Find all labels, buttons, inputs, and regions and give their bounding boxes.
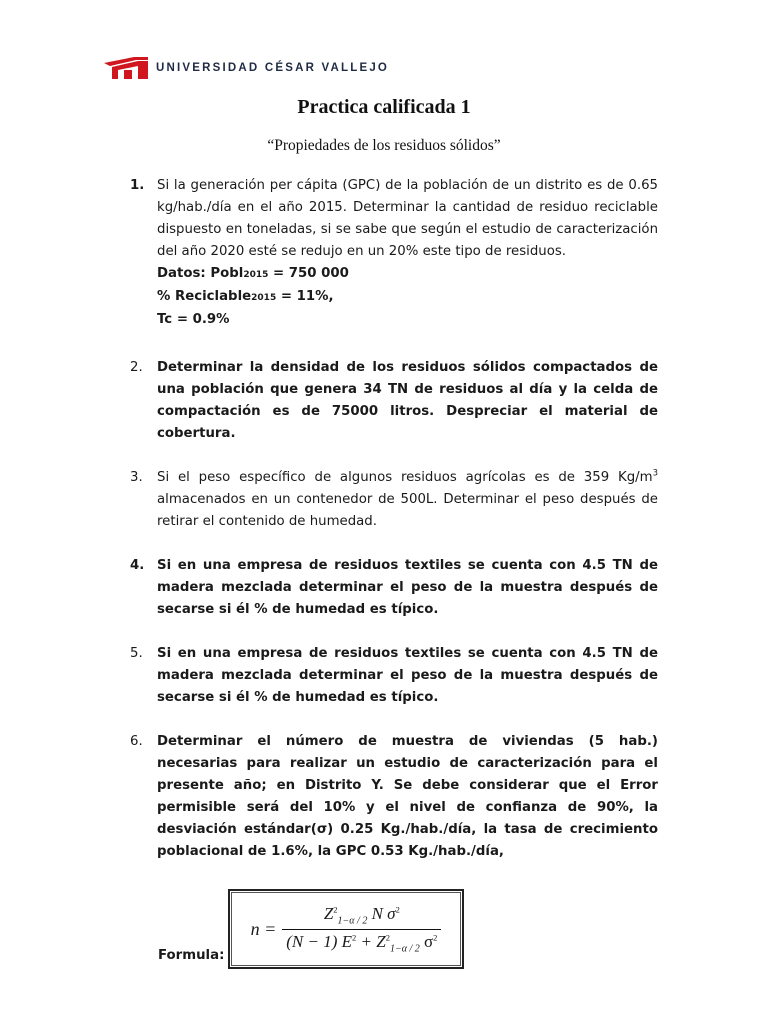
question-number: 2.: [130, 360, 143, 375]
question-text: Si la generación per cápita (GPC) de la población de un distrito es de 0.65 kg/hab./día en el año 2015. Determinar la cantidad de residuo reciclable dispuesto en toneladas, si se sabe que según el estudio de caracterización del año 2020 esté se redujo en un 20% este tipo de residuos.: [157, 178, 658, 259]
question-number: 5.: [130, 646, 143, 661]
question-item: [130, 467, 658, 533]
question-list: [130, 175, 658, 885]
question-text: Determinar el número de muestra de viviendas (5 hab.) necesarias para realizar un estudio de caracterización para el presente año; en Distrito Y. Se debe considerar que el Error permisible será del 10% y el nivel de confianza de 90%, la desviación estándar(σ) 0.25 Kg./hab./día, la tasa de crecimiento poblacional de 1.6%, la GPC 0.53 Kg./hab./día,: [157, 734, 658, 859]
question-item: [130, 643, 658, 709]
data-recyclable: % Reciclable2015 = 11%,: [157, 289, 334, 304]
formula-fraction: [282, 904, 441, 954]
formula-lhs: n =: [250, 918, 277, 939]
university-name: UNIVERSIDAD CÉSAR VALLEJO: [156, 62, 390, 74]
page-title: Practica calificada 1: [297, 96, 471, 118]
formula-numerator: $Z^2_{1-\alpha / 2}$ N $\sigma^2$: [323, 904, 400, 927]
question-text: Determinar la densidad de los residuos sólidos compactados de una población que genera 34 TN de residuos al día y la celda de compactación es de 75000 litros. Despreciar el material de cobertura.: [157, 360, 658, 441]
page-subtitle: “Propiedades de los residuos sólidos”: [267, 137, 501, 154]
question-item: [130, 357, 658, 445]
question-text: Si el peso específico de algunos residuos agrícolas es de 359 $Kg/m^3$ almacenados en un contenedor de 500L. Determinar el peso después de retirar el contenido de humedad.: [157, 468, 658, 529]
formula-denominator: (N − 1) $E^2 + Z^2_{1-\alpha / 2}$ $\sigma^2$: [286, 931, 438, 954]
university-logo-icon: [104, 57, 148, 79]
data-growth-rate: Tc = 0.9%: [157, 312, 230, 327]
question-item: [130, 555, 658, 621]
formula-section: [158, 882, 678, 972]
data-population: Datos: Pobl2015 = 750 000: [157, 266, 349, 281]
question-number: 4.: [130, 558, 145, 573]
formula-label: Formula:: [158, 948, 225, 963]
question-number: 3.: [130, 470, 143, 485]
question-item: [130, 175, 658, 331]
question-text: Si en una empresa de residuos textiles se cuenta con 4.5 TN de madera mezclada determinar el peso de la muestra después de secarse si él % de humedad es típico.: [157, 558, 658, 617]
fraction-bar: [282, 929, 441, 930]
question-number: 1.: [130, 178, 145, 193]
question-text: Si en una empresa de residuos textiles se cuenta con 4.5 TN de madera mezclada determinar el peso de la muestra después de secarse si él % de humedad es típico.: [157, 646, 658, 705]
university-header: [104, 56, 389, 80]
question-number: 6.: [130, 734, 143, 749]
question-item: [130, 731, 658, 863]
sample-size-formula: [228, 889, 464, 969]
